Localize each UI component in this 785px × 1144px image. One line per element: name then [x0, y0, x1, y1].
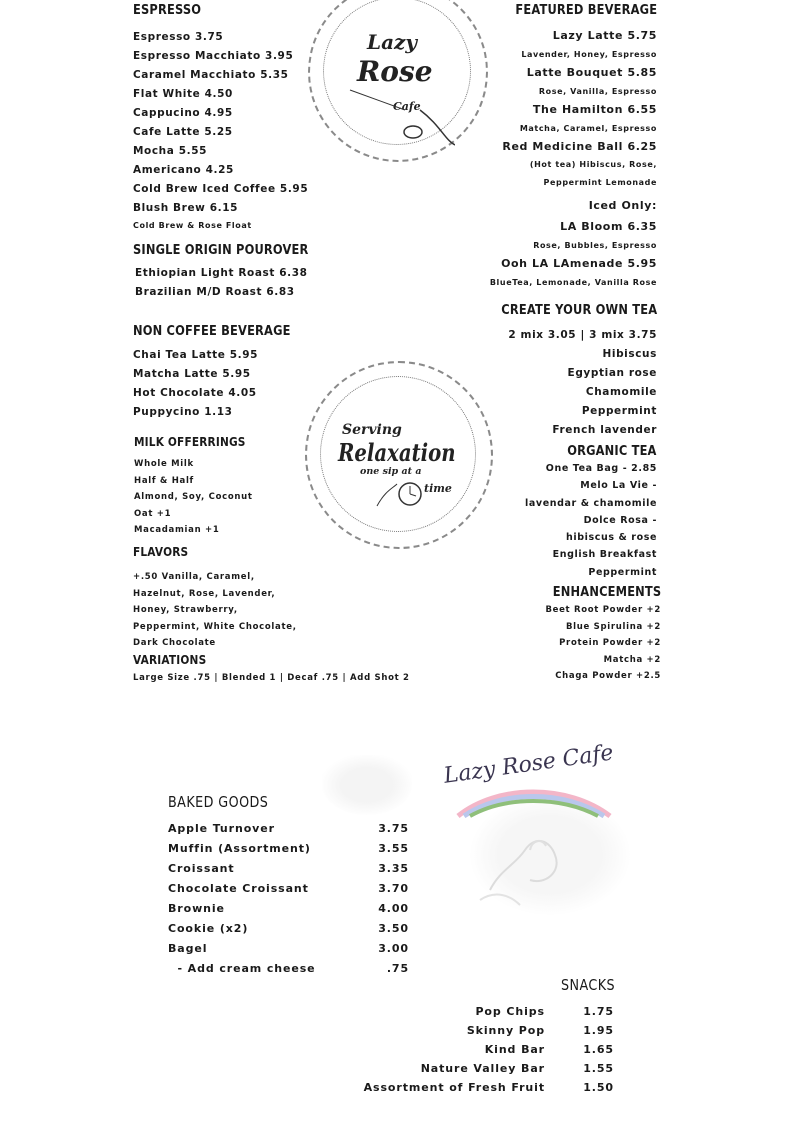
tea-item: Peppermint — [581, 405, 657, 417]
flavors-line: Honey, Strawberry, — [133, 605, 238, 615]
menu-item: Brazilian M/D Roast 6.83 — [135, 286, 295, 298]
menu-item: Caramel Macchiato 5.35 — [133, 69, 289, 81]
milk-item: Half & Half — [134, 475, 194, 486]
baked-item-name: Apple Turnover — [168, 822, 275, 835]
snack-item-price: 1.50 — [583, 1081, 614, 1094]
menu-item: Blush Brew 6.15 — [133, 202, 239, 214]
tea-item: hibiscus & rose — [566, 532, 657, 544]
enhancements-list — [545, 602, 661, 685]
baked-item-name: Bagel — [168, 942, 208, 955]
tea-price-line: 2 mix 3.05 | 3 mix 3.75 — [508, 329, 657, 341]
teacup-icon — [345, 70, 455, 150]
baked-item-name: - Add cream cheese — [168, 962, 316, 975]
flavors-line: Peppermint, White Chocolate, — [133, 621, 297, 632]
clock-icon — [375, 476, 435, 516]
flavors-list — [133, 569, 297, 652]
espresso-list — [133, 28, 308, 218]
featured-item-desc: Rose, Vanilla, Espresso — [538, 87, 657, 96]
baked-item-name: Muffin (Assortment) — [168, 842, 311, 855]
enhancement-item: Chaga Powder +2.5 — [555, 671, 661, 681]
featured-item-desc: Lavender, Honey, Espresso — [521, 50, 657, 59]
tea-item: Peppermint — [588, 566, 657, 578]
blush-brew-note: Cold Brew & Rose Float — [133, 221, 252, 230]
snack-item-name: Nature Valley Bar — [420, 1062, 545, 1075]
brand-logo — [438, 740, 628, 818]
menu-item: Cafe Latte 5.25 — [133, 126, 233, 138]
flavors-line: Dark Chocolate — [133, 638, 216, 648]
tea-item: Dolce Rosa - — [583, 514, 657, 526]
logo-text: Cafe — [393, 100, 421, 113]
menu-item: Hot Chocolate 4.05 — [133, 387, 257, 399]
decorative-shape — [322, 755, 412, 815]
flavors-line: +.50 Vanilla, Caramel, — [133, 572, 255, 582]
menu-item: Americano 4.25 — [133, 164, 234, 176]
featured-item-name: Ooh LA LAmenade 5.95 — [501, 257, 657, 270]
rose-outline-icon — [470, 810, 590, 910]
baked-item-name: Chocolate Croissant — [168, 882, 309, 895]
menu-item: Flat White 4.50 — [133, 88, 233, 100]
milk-heading: MILK OFFERRINGS — [134, 435, 246, 449]
snack-item-name: Pop Chips — [475, 1005, 545, 1018]
snacks-heading: SNACKS — [561, 976, 616, 994]
featured-list — [490, 27, 657, 292]
flavors-line: Hazelnut, Rose, Lavender, — [133, 588, 276, 599]
create-tea-heading: CREATE YOUR OWN TEA — [501, 303, 657, 318]
logo-text: Serving — [342, 422, 402, 438]
baked-item-name: Cookie (x2) — [168, 922, 249, 935]
menu-item: Mocha 5.55 — [133, 145, 208, 157]
serving-relaxation-logo — [300, 356, 495, 552]
milk-item: Whole Milk — [134, 459, 194, 469]
lazy-rose-logo — [305, 0, 491, 160]
enhancement-item: Protein Powder +2 — [559, 638, 661, 648]
featured-item-name: Latte Bouquet 5.85 — [526, 66, 657, 79]
menu-item: Cold Brew Iced Coffee 5.95 — [133, 183, 309, 195]
milk-item: Macadamian +1 — [134, 525, 220, 535]
non-coffee-heading: NON COFFEE BEVERAGE — [133, 324, 291, 339]
pourover-list — [135, 264, 308, 302]
menu-item: Matcha Latte 5.95 — [133, 368, 251, 380]
tea-item: Hibiscus — [602, 348, 657, 360]
variations-heading: VARIATIONS — [133, 653, 207, 667]
featured-item-desc: Matcha, Caramel, Espresso — [519, 124, 657, 133]
tea-item: Melo La Vie - — [580, 480, 657, 492]
baked-item-price: 3.55 — [378, 842, 409, 855]
menu-item: Cappucino 4.95 — [133, 107, 233, 119]
pourover-heading: SINGLE ORIGIN POUROVER — [133, 243, 309, 258]
baked-item-name: Croissant — [168, 862, 235, 875]
tea-item: Egyptian rose — [567, 367, 657, 379]
milk-item: Almond, Soy, Coconut — [134, 492, 253, 502]
milk-list — [134, 456, 253, 539]
enhancement-item: Beet Root Powder +2 — [545, 605, 661, 615]
featured-heading: FEATURED BEVERAGE — [515, 3, 657, 18]
featured-item-desc: BlueTea, Lemonade, Vanilla Rose — [489, 278, 657, 287]
organic-tea-heading: ORGANIC TEA — [567, 444, 657, 459]
featured-item-name: Red Medicine Ball 6.25 — [502, 140, 657, 153]
enhancement-item: Blue Spirulina +2 — [565, 621, 661, 632]
snack-item-price: 1.65 — [583, 1043, 614, 1056]
logo-text: Lazy — [367, 30, 417, 54]
iced-heading: Iced Only: — [588, 199, 657, 212]
espresso-heading: ESPRESSO — [133, 3, 202, 18]
brand-name: Lazy Rose Cafe — [442, 740, 616, 789]
menu-item: Ethiopian Light Roast 6.38 — [135, 267, 308, 279]
baked-item-price: 3.35 — [378, 862, 409, 875]
baked-item-price: 4.00 — [378, 902, 409, 915]
enhancement-item: Matcha +2 — [603, 654, 661, 665]
logo-text: Relaxation — [338, 438, 456, 467]
enhancements-heading: ENHANCEMENTS — [552, 585, 661, 600]
tea-item: One Tea Bag - 2.85 — [545, 463, 657, 474]
tea-item: lavendar & chamomile — [525, 497, 657, 509]
snack-item-name: Skinny Pop — [466, 1024, 545, 1037]
menu-item: Puppycino 1.13 — [133, 406, 233, 418]
tea-item: English Breakfast — [552, 549, 657, 561]
featured-item-name: The Hamilton 6.55 — [532, 103, 657, 116]
menu-item: Chai Tea Latte 5.95 — [133, 349, 259, 361]
flavors-heading: FLAVORS — [133, 545, 189, 559]
non-coffee-list — [133, 346, 258, 422]
tea-item: Chamomile — [585, 386, 657, 398]
create-tea-list — [508, 326, 657, 440]
snack-item-price: 1.95 — [583, 1024, 614, 1037]
baked-item-price: 3.70 — [378, 882, 409, 895]
featured-item-desc: Rose, Bubbles, Espresso — [533, 241, 657, 250]
menu-item: Espresso 3.75 — [133, 31, 224, 43]
baked-item-price: .75 — [386, 962, 409, 975]
snack-item-price: 1.55 — [583, 1062, 614, 1075]
baked-item-name: Brownie — [168, 902, 225, 915]
variations-text: Large Size .75 | Blended 1 | Decaf .75 | Add Shot 2 — [133, 673, 410, 683]
milk-item: Oat +1 — [134, 508, 172, 519]
snack-item-price: 1.75 — [583, 1005, 614, 1018]
baked-goods-heading: BAKED GOODS — [168, 793, 269, 811]
logo-text: Rose — [357, 55, 433, 88]
logo-text: one sip at a — [360, 466, 422, 477]
featured-item-desc: (Hot tea) Hibiscus, Rose, — [529, 160, 657, 169]
featured-item-desc: Peppermint Lemonade — [543, 178, 657, 187]
menu-item: Espresso Macchiato 3.95 — [133, 50, 294, 62]
snack-item-name: Assortment of Fresh Fruit — [363, 1081, 545, 1094]
snack-item-name: Kind Bar — [484, 1043, 545, 1056]
tea-item: French lavender — [552, 424, 657, 436]
baked-item-price: 3.75 — [378, 822, 409, 835]
featured-item-name: Lazy Latte 5.75 — [552, 29, 657, 42]
logo-text: time — [424, 482, 452, 495]
organic-tea-list — [525, 460, 657, 581]
baked-item-price: 3.50 — [378, 922, 409, 935]
featured-item-name: LA Bloom 6.35 — [560, 220, 657, 233]
baked-item-price: 3.00 — [378, 942, 409, 955]
